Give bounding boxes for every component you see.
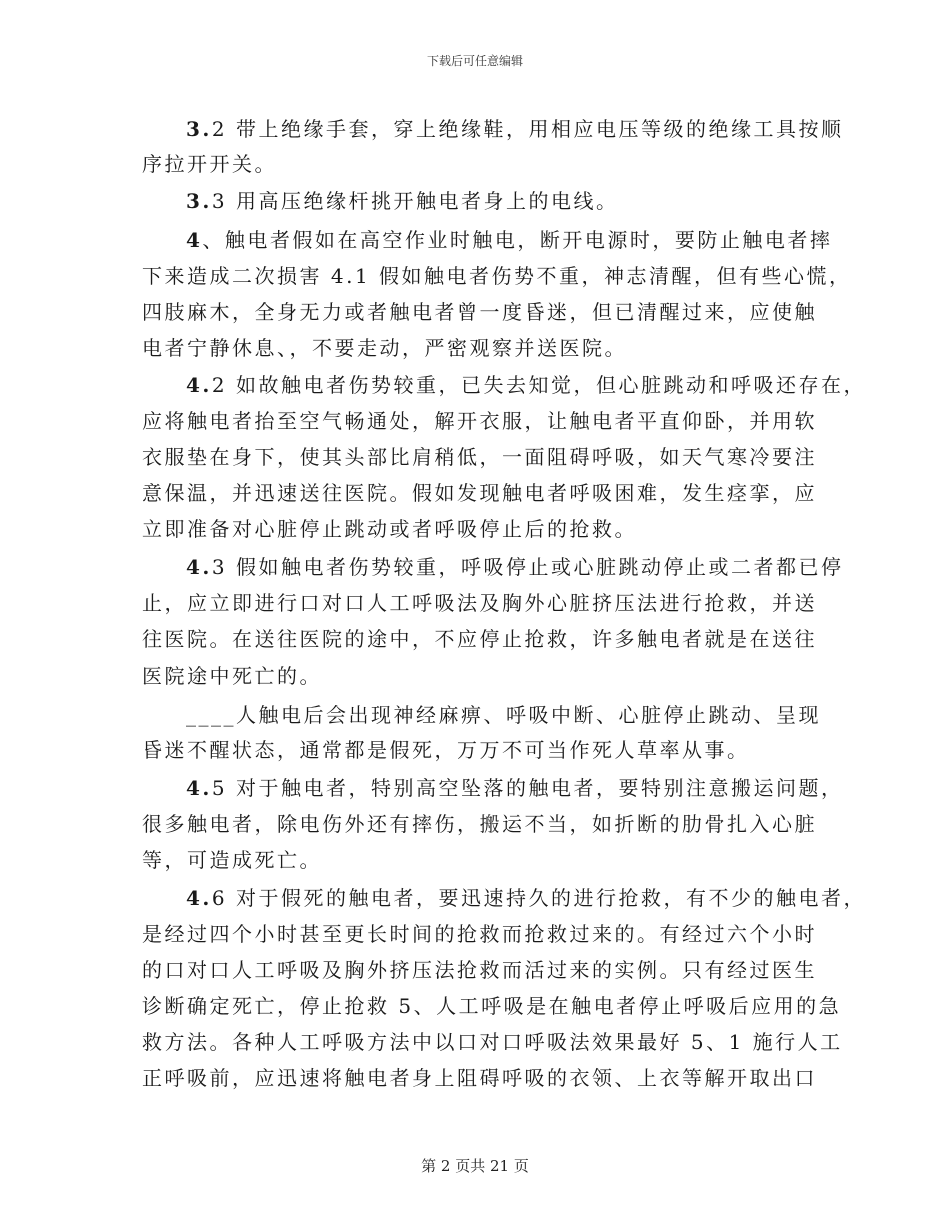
text-line: 电者宁静休息、，不要走动，严密观察并送医院。: [142, 336, 627, 360]
text-line: 3.3 用高压绝缘杆挑开触电者身上的电线。: [186, 189, 619, 213]
text-line: 昏迷不醒状态，通常都是假死，万万不可当作死人草率从事。: [142, 738, 750, 762]
text-line: ____人触电后会出现神经麻痹、呼吸中断、心脏停止跳动、呈现: [186, 703, 821, 727]
text-line: 往医院。在送往医院的途中，不应停止抢救，许多触电者就是在送往: [142, 627, 817, 651]
section-number: 4: [186, 228, 203, 252]
text-line: 四肢麻木，全身无力或者触电者曾一度昏迷，但已清醒过来，应使触: [142, 300, 817, 324]
text-line: 是经过四个小时甚至更长时间的抢救而抢救过来的。有经过六个小时: [142, 922, 817, 946]
text-line: 很多触电者，除电伤外还有摔伤，搬运不当，如折断的肋骨扎入心脏: [142, 812, 817, 836]
text-line: 4.6 对于假死的触电者，要迅速持久的进行抢救，有不少的触电者，: [186, 886, 866, 910]
text-line: 诊断确定死亡，停止抢救 5、人工呼吸是在触电者停止呼吸后应用的急: [142, 994, 842, 1018]
text-line: 4.3 假如触电者伤势较重，呼吸停止或心脏跳动停止或二者都已停: [186, 555, 844, 579]
text-line: 序拉开开关。: [142, 152, 277, 176]
section-number: 4.: [186, 886, 212, 910]
section-number: 3.: [186, 117, 212, 141]
text-line: 意保温，并迅速送往医院。假如发现触电者呼吸困难，发生痉挛，应: [142, 481, 817, 505]
text-line: 4.2 如故触电者伤势较重，已失去知觉，但心脏跳动和呼吸还存在，: [186, 373, 866, 397]
text-line: 救方法。各种人工呼吸方法中以口对口呼吸法效果最好 5、1 施行人工: [142, 1030, 843, 1054]
text-line: 4.5 对于触电者，特别高空坠落的触电者，要特别注意搬运问题，: [186, 776, 844, 800]
page-footer: 第 2 页共 21 页: [421, 1157, 529, 1175]
text-line: 正呼吸前，应迅速将触电者身上阻碍呼吸的衣领、上衣等解开取出口: [142, 1066, 817, 1090]
section-number: 4.: [186, 555, 212, 579]
section-number: 4.: [186, 373, 212, 397]
text-line: 止，应立即进行口对口人工呼吸法及胸外心脏挤压法进行抢救，并送: [142, 591, 817, 615]
text-line: 衣服垫在身下，使其头部比肩稍低，一面阻碍呼吸，如天气寒冷要注: [142, 445, 817, 469]
text-line: 3.2 带上绝缘手套，穿上绝缘鞋，用相应电压等级的绝缘工具按顺: [186, 117, 844, 141]
section-number: 4.: [186, 776, 212, 800]
text-line: 等，可造成死亡。: [142, 848, 322, 872]
section-number: 3.: [186, 189, 212, 213]
text-line: 医院途中死亡的。: [142, 664, 322, 688]
text-line: 立即准备对心脏停止跳动或者呼吸停止后的抢救。: [142, 517, 637, 541]
page-header: 下载后可任意编辑: [426, 54, 523, 68]
text-line: 的口对口人工呼吸及胸外挤压法抢救而活过来的实例。只有经过医生: [142, 958, 817, 982]
text-line: 下来造成二次损害 4.1 假如触电者伤势不重，神志清醒，但有些心慌，: [142, 264, 852, 288]
text-line: 4、触电者假如在高空作业时触电，断开电源时，要防止触电者摔: [186, 228, 833, 252]
text-line: 应将触电者抬至空气畅通处，解开衣服，让触电者平直仰卧，并用软: [142, 409, 817, 433]
